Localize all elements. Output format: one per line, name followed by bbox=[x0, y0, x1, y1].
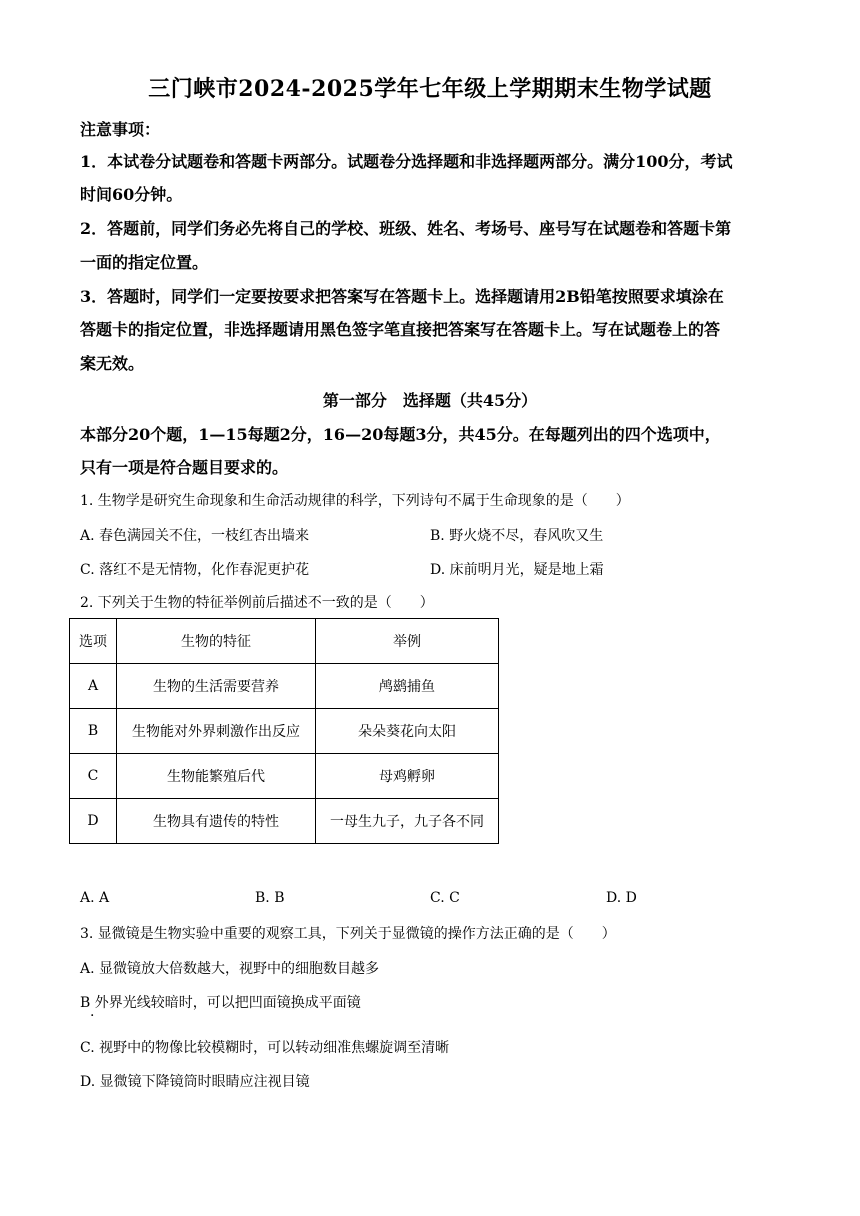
note-2-line-1: 2．答题前，同学们务必先将自己的学校、班级、姓名、考场号、座号写在试题卷和答题卡第 bbox=[80, 219, 732, 238]
row-option: A bbox=[70, 664, 117, 709]
table-row bbox=[70, 799, 499, 844]
stray-dot: · bbox=[90, 1008, 95, 1024]
q1-stem: 1. 生物学是研究生命现象和生命活动规律的科学，下列诗句不属于生命现象的是（ ） bbox=[80, 493, 630, 509]
row-feature: 生物能繁殖后代 bbox=[117, 754, 316, 799]
q1-option-b: B. 野火烧不尽，春风吹又生 bbox=[430, 528, 604, 544]
q1-option-d: D. 床前明月光，疑是地上霜 bbox=[430, 562, 604, 578]
q3-option-b: B 外界光线较暗时，可以把凹面镜换成平面镜 bbox=[80, 995, 361, 1011]
q1-option-c: C. 落红不是无情物，化作春泥更护花 bbox=[80, 562, 310, 578]
q2-table bbox=[69, 618, 499, 844]
q2-stem: 2. 下列关于生物的特征举例前后描述不一致的是（ ） bbox=[80, 595, 434, 611]
q2-option-c: C. C bbox=[430, 890, 460, 906]
q3-option-d: D. 显微镜下降镜筒时眼睛应注视目镜 bbox=[80, 1074, 310, 1090]
row-example: 母鸡孵卵 bbox=[316, 754, 499, 799]
q1-option-a: A. 春色满园关不住，一枝红杏出墙来 bbox=[80, 528, 310, 544]
row-feature: 生物能对外界刺激作出反应 bbox=[117, 709, 316, 754]
q3-option-a: A. 显微镜放大倍数越大，视野中的细胞数目越多 bbox=[80, 961, 380, 977]
notes-heading: 注意事项： bbox=[80, 120, 161, 139]
row-example: 鸬鹚捕鱼 bbox=[316, 664, 499, 709]
section-desc-line-1: 本部分20个题，1—15每题2分，16—20每题3分，共45分。在每题列出的四个选项中， bbox=[80, 425, 721, 444]
row-option: B bbox=[70, 709, 117, 754]
row-option: D bbox=[70, 799, 117, 844]
row-example: 一母生九子，九子各不同 bbox=[316, 799, 499, 844]
q3-option-c: C. 视野中的物像比较模糊时，可以转动细准焦螺旋调至清晰 bbox=[80, 1040, 450, 1056]
row-option: C bbox=[70, 754, 117, 799]
q2-option-a: A. A bbox=[80, 890, 110, 906]
header-example: 举例 bbox=[316, 619, 499, 664]
note-3-line-2: 答题卡的指定位置，非选择题请用黑色签字笔直接把答案写在答题卡上。写在试题卷上的答 bbox=[80, 320, 721, 339]
note-3-line-1: 3．答题时，同学们一定要按要求把答案写在答题卡上。选择题请用2B铅笔按照要求填涂在 bbox=[80, 287, 724, 306]
exam-title: 三门峡市2024-2025学年七年级上学期期末生物学试题 bbox=[148, 76, 712, 102]
table-row bbox=[70, 754, 499, 799]
section-heading: 第一部分 选择题（共45分） bbox=[322, 391, 538, 410]
q2-option-b: B. B bbox=[255, 890, 285, 906]
q3-stem: 3. 显微镜是生物实验中重要的观察工具，下列关于显微镜的操作方法正确的是（ ） bbox=[80, 926, 616, 942]
table-row bbox=[70, 709, 499, 754]
header-option: 选项 bbox=[70, 619, 117, 664]
row-feature: 生物的生活需要营养 bbox=[117, 664, 316, 709]
q2-option-d: D. D bbox=[606, 890, 637, 906]
note-1-line-1: 1．本试卷分试题卷和答题卡两部分。试题卷分选择题和非选择题两部分。满分100分，考试 bbox=[80, 152, 733, 171]
note-3-line-3: 案无效。 bbox=[80, 354, 145, 373]
table-header-row bbox=[70, 619, 499, 664]
note-1-line-2: 时间60分钟。 bbox=[80, 185, 183, 204]
note-2-line-2: 一面的指定位置。 bbox=[80, 253, 209, 272]
header-feature: 生物的特征 bbox=[117, 619, 316, 664]
table-row bbox=[70, 664, 499, 709]
row-feature: 生物具有遗传的特性 bbox=[117, 799, 316, 844]
row-example: 朵朵葵花向太阳 bbox=[316, 709, 499, 754]
section-desc-line-2: 只有一项是符合题目要求的。 bbox=[80, 458, 289, 477]
